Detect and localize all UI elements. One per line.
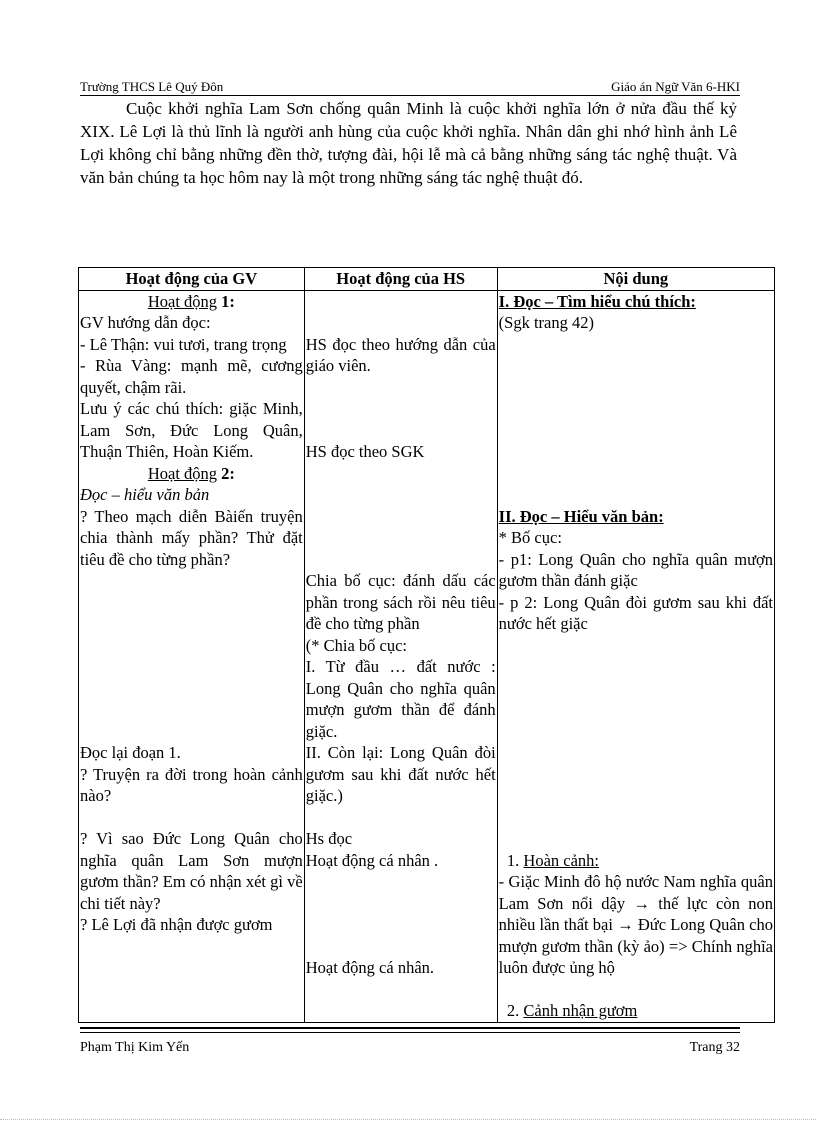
lesson-table	[78, 267, 775, 1023]
nd-sgk: (Sgk trang 42)	[498, 313, 594, 332]
gv-le-than: - Lê Thận: vui tươi, trang trọng	[80, 334, 287, 354]
hs-chia-bo-cuc: Chia bố cục: đánh dấu các phần trong sách rồi nêu tiêu đề cho từng phần	[305, 571, 496, 633]
table-body-row	[79, 290, 775, 1022]
table-header-row	[79, 268, 775, 291]
intro-paragraph	[80, 97, 737, 189]
school-name: Trường THCS Lê Quý Đôn	[80, 79, 224, 94]
header-rule	[80, 95, 740, 96]
gv-huong-dan: GV hướng dẫn đọc:	[80, 313, 211, 332]
author-name: Phạm Thị Kim Yến	[80, 1040, 190, 1055]
hs-doc-sgk: HS đọc theo SGK	[305, 442, 425, 461]
nd-p1: - p1: Long Quân cho nghĩa quân mượn gươm thần đánh giặc	[498, 549, 773, 590]
page-number: Trang 32	[689, 1040, 740, 1055]
gv-doc-lai: Đọc lại đoạn 1.	[80, 743, 181, 762]
gv-doc-hieu: Đọc – hiểu văn bản	[80, 485, 210, 504]
page-header	[80, 79, 740, 95]
gv-question-bo-cuc: ? Theo mạch diễn Bàiến truyện chia thành mấy phần? Thử đặt tiêu đề cho từng phần?	[80, 506, 303, 569]
hs-phan-2: II. Còn lại: Long Quân đòi gươm sau khi đất nước hết giặc.)	[305, 743, 496, 805]
hs-ca-nhan-1: Hoạt động cá nhân .	[305, 850, 439, 870]
header-hs: Hoạt động của HS	[304, 268, 497, 291]
header-gv: Hoạt động của GV	[79, 268, 305, 291]
nd-muc-1: I. Đọc – Tìm hiểu chú thích:	[498, 291, 696, 311]
noi-dung-column	[497, 290, 774, 1022]
nd-canh-nhan-guom-heading: 2. Cảnh nhận gươm	[506, 1001, 638, 1020]
hs-doc: Hs đọc	[305, 829, 353, 848]
hs-column	[304, 290, 497, 1022]
header-noi-dung: Nội dung	[497, 268, 774, 291]
gv-luu-y: Lưu ý các chú thích: giặc Minh, Lam Sơn, Đức Long Quân, Thuận Thiên, Hoàn Kiếm.	[80, 399, 303, 461]
nd-p2: - p 2: Long Quân đòi gươm sau khi đất nước hết giặc	[498, 592, 773, 633]
hs-chia-open: (* Chia bố cục:	[305, 635, 407, 655]
hs-doc-theo-gv: HS đọc theo hướng dẫn của giáo viên.	[305, 334, 496, 375]
hs-phan-1: I. Từ đầu … đất nước : Long Quân cho nghĩa quân mượn gươm thần để đánh giặc.	[305, 657, 496, 741]
gv-question-le-loi: ? Lê Lợi đã nhận được gươm	[80, 915, 273, 934]
intro-text: Cuộc khởi nghĩa Lam Sơn chống quân Minh là cuộc khởi nghĩa lớn ở nửa đầu thế kỷ XIX. Lê Lợi là thủ lĩnh là người anh hùng của cuộc khởi nghĩa. Nhân dân ghi nhớ hình ảnh Lê Lợi không chỉ bằng những đền thờ, tượng đài, hội lễ mà cả bằng những sáng tác nghệ thuật. Và văn bản chúng ta học hôm nay là một trong những sáng tác nghệ thuật đó.	[80, 99, 737, 187]
nd-hoan-canh-text: - Giặc Minh đô hộ nước Nam nghĩa quân Lam Sơn nổi dậy → thế lực còn non nhiều lần thất bại → Đức Long Quân cho mượn gươm thần (kỳ ảo) => Chính nghĩa luôn được ủng hộ	[498, 872, 773, 977]
gv-rua-vang: - Rùa Vàng: mạnh mẽ, cương quyết, chậm rãi.	[80, 356, 303, 397]
hoat-dong-2: Hoạt động 2:	[147, 463, 235, 483]
hs-ca-nhan-2: Hoạt động cá nhân.	[305, 958, 435, 977]
page-bottom-dotted-line	[0, 1119, 816, 1120]
nd-muc-2: II. Đọc – Hiểu văn bản:	[498, 506, 664, 526]
gv-question-hoan-canh: ? Truyện ra đời trong hoàn cảnh nào?	[80, 764, 303, 805]
hoat-dong-1: Hoạt động 1:	[147, 291, 235, 311]
subject-name: Giáo án Ngữ Văn 6-HKI	[611, 79, 740, 94]
gv-column	[79, 290, 305, 1022]
nd-hoan-canh-heading: 1. Hoàn cảnh:	[506, 850, 600, 870]
footer-rule-1	[80, 1027, 740, 1029]
nd-bo-cuc: * Bố cục:	[498, 528, 562, 547]
footer-rule-2	[80, 1032, 740, 1033]
gv-question-vi-sao: ? Vì sao Đức Long Quân cho nghĩa quân Lam Sơn mượn gươm thần? Em có nhận xét gì về chi tiết này?	[80, 829, 303, 913]
